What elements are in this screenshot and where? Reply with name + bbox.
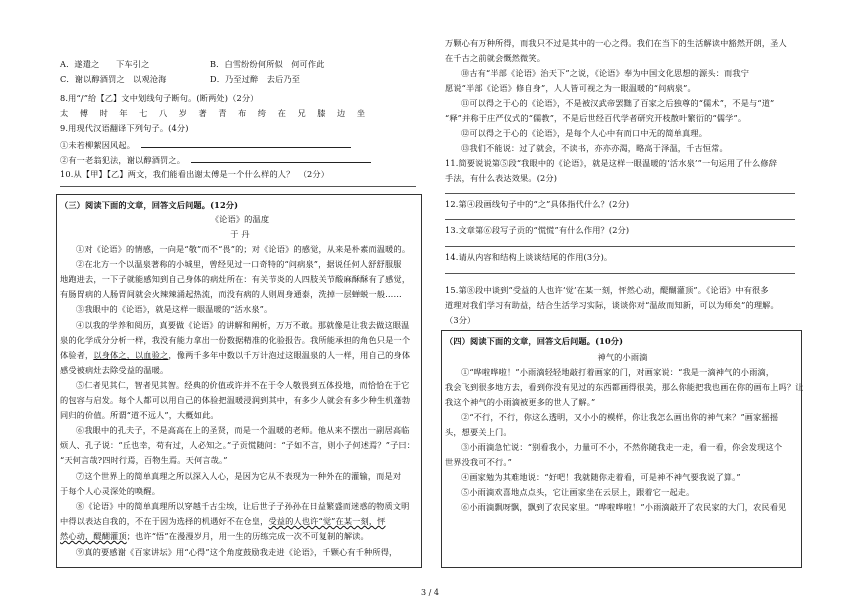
paragraph-2-line-3: 有肠胃病的人肠胃间就会火辣辣涌起热流，而没有病的人则周身通泰，洗掉一层蝉蜕一般…… [60,289,402,299]
story-paragraph-4: ④画家勉为其难地说：“好吧！我就随你走着看，可是神不神气要我说了算。” [461,472,741,482]
answer-line[interactable] [445,246,795,247]
paragraph-10-line-1: ⑩古有“半部《论语》治天下”之说，《论语》奉为中国文化思想的源头：而我宁 [461,68,750,78]
continued-line-2: 在千古之前就会慨然微笑。 [445,53,546,63]
paragraph-7-line-2: 于每个人心灵深处的唤醒。 [60,486,161,496]
paragraph-11-line-1: ⑪可以得之于心的《论语》，不是被汉武帝罢黜了百家之后独尊的“儒术”，不是与“道” [461,98,775,108]
question-9: 9.用现代汉语翻译下列句子。(4分) [60,123,189,133]
article-author: 于 丹 [230,229,250,239]
paragraph-6-line-2: 烦人、孔子说：“丘也幸，苟有过，人必知之。”子贡慌随问：“子如不言，则小子何述焉？”子曰： [60,440,416,450]
question-12: 12.第④段画线句子中的“之”具体指代什么？(2分) [445,199,630,209]
story-paragraph-2-line-1: ②“不行，不行，你这么透明，又小小的模样，你让我怎么画出你的神气来？”画家摇摇 [461,412,779,422]
paragraph-12: ⑫可以得之于心的《论语》，是每个人心中有而口中无的简单真理。 [461,128,708,138]
paragraph-4-line-3 [60,350,410,361]
answer-line[interactable] [445,219,795,220]
story-paragraph-1-line-2: 我会飞到很多地方去，看到你没有见过的东西都画得很美，那么你能把我也画在你的画布上吗？让 [445,382,804,392]
paragraph-10-line-2: 愿说“半部《论语》修自身”，人人皆可视之为一眼温暖的“问病泉”。 [445,83,696,93]
paragraph-4-line-1: ④以我的学养和阅历，真要做《论语》的讲解和阐析，万万不敢。那就像是让我去做这眼温 [76,320,410,330]
q7-option-a: A．遂遣之 下车引之 [60,59,150,69]
section-4-heading: （四）阅读下面的文章，回答文后问题。(10分) [445,336,624,346]
paragraph-2-line-1: ②在北方一个以温泉著称的小城里，曾经见过一口奇特的“问病泉”，据说任何人舒舒服服 [76,259,402,269]
question-15-line-1: 15.第⑧段中谈到“受益的人也许‘觉’在某一刻，怦然心动，醍醐灌顶”。《论语》中有很多 [445,285,769,295]
paragraph-4-line-2: 泉的化学成分分析一样，我没有能力拿出一份数据精准的化验报告。我所能承担的角色只是一个 [60,335,411,345]
answer-line[interactable] [60,186,416,187]
story-paragraph-2-line-2: 头，想要关上门。 [445,427,512,437]
p8-text: ；也许“悟”在漫漫岁月，用一生的历练完成一次不可复制的解读。 [126,531,369,541]
article-title: 《论语》的温度 [210,214,270,224]
story-paragraph-3-line-1: ③小雨滴急忙说：“别看我小，力量可不小，不然你随我走一走，看一看，你会发现这个 [461,442,783,452]
question-14: 14.请从内容和结构上谈谈结尾的作用(3分)。 [445,252,613,262]
paragraph-8-line-1: ⑧《论语》中的简单真理所以穿越千古尘埃，让后世子子孙孙在日益繁盛而迷惑的物质文明 [76,501,410,511]
story-paragraph-1-line-3: 我这个神气的小雨滴被更多的世人了解。” [445,397,596,407]
q9-item-2-text: ②有一老翁犯法，谢以醇酒罚之。 [60,155,186,165]
paragraph-13: ⑬我们不能说：过了就会，不读书，亦亦亦渴，略高于泽温，千古恒常。 [461,143,728,153]
paragraph-11-line-2: “释”并称于庄严仪式的“儒教”，不是后世经百代学者研究开枝散叶繁衍的“儒学”。 [445,113,747,123]
question-15-line-3: （3分） [445,315,476,325]
underlined-sentence: 以身体之，以血验之 [93,350,169,360]
paragraph-9: ⑨真的要感谢《百家讲坛》用“心得”这个角度鼓励我走进《论语》，千颗心有千种所得， [76,547,398,557]
paragraph-6-line-3: “天何言哉?四时行焉，百物生焉。天何言哉。” [60,455,228,465]
answer-line[interactable] [445,193,795,194]
story-paragraph-1-line-1: ①“哗啦哗啦！”小雨滴轻轻地敲打着画家的门，对画家说：“我是一滴神气的小雨滴， [461,367,775,377]
question-8: 8.用“/”给【乙】文中划线句子断句。(断两处)（2分） [60,93,259,103]
paragraph-5-line-2: 的包容与启发。每个人都可以用自己的体验把温暖浸润到其中，有多少人就会有多少种生机蓬勃 [60,395,411,405]
page-number: 3 / 4 [421,588,439,597]
question-15-line-2: 道理对我们学习有助益，结合生活学习实际，谈谈你对“温故而知新，可以为师矣”的理解。 [445,300,779,310]
paragraph-1: ①对《论语》的情感，一向是“敬”而不“畏”的；对《论语》的感觉，从来是朴素而温暖的。 [76,244,411,254]
q7-option-b: B．白雪纷纷何所似 何可作此 [210,59,325,69]
q7-option-d: D．乃至过醉 去后乃至 [210,74,301,84]
q9-item-2 [60,154,371,166]
p8-text: 中得以表达自我的，不在于因为选择的机遇好不在仓皇， [60,516,269,526]
story-paragraph-6: ⑥小雨滴飘呀飘，飘到了农民家里。“哗啦哗啦！”小雨滴敲开了农民家的大门，农民看见 [461,502,787,512]
answer-blank[interactable] [141,139,351,148]
q8-sentence: 太 傅 时 年 七 八 岁 著 青 布 绔 在 兄 膝 边 坐 [60,108,370,118]
question-10: 10.从【甲】【乙】两文，我们能看出谢太傅是一个什么样的人？ （2分） [60,169,330,179]
q9-item-1-text: ①未若柳絮因风起。 [60,140,136,150]
paragraph-2-line-2: 地跑进去，一下子就能感知到自己身体的病灶所在：有关节炎的人四肢关节酸麻酥酥有了感觉， [60,274,411,284]
question-11-line-2: 手法，有什么表达效果。(2分) [445,173,558,183]
question-13: 13.文章第⑥段写子贡的“慌慌”有什么作用？(2分) [445,225,630,235]
wavy-underlined-text: 受益的人也许“觉”在某一刻，怦 [268,516,386,526]
paragraph-8-line-2 [60,516,386,527]
section-3-heading: （三）阅读下面的文章，回答文后问题。(12分) [60,200,239,210]
paragraph-8-line-3 [60,531,369,542]
question-11-line-1: 11.简要说说第⑤段“我眼中的《论语》，就是这样一眼温暖的‘活水泉’”一句运用了什么修辞 [445,158,778,168]
q9-item-1 [60,139,351,151]
answer-line[interactable] [445,273,795,274]
p4-text: ，像两千多年中数以千万计泡过这眼温泉的人一样，用自己的身体 [168,350,411,360]
story-title: 神气的小雨滴 [597,352,648,362]
q7-option-c: C．谢以醇酒罚之 以观沧海 [60,74,167,84]
continued-line-1: 万颗心有万种所得，而我只不过是其中的一心之得。我们在当下的生活解读中豁然开朗，圣人 [445,38,787,48]
wavy-underlined-text: 然心动，醍醐灌顶 [60,531,127,541]
paragraph-7-line-1: ⑦这个世界上的简单真理之所以深入人心，是因为它从不表现为一种外在的灌输，而是对 [76,471,402,481]
answer-blank[interactable] [191,154,371,163]
story-paragraph-3-line-2: 世界没我可不行。” [445,457,512,467]
paragraph-3: ③我眼中的《论语》，就是这样一眼温暖的“活水泉”。 [76,304,273,314]
story-paragraph-5: ⑤小雨滴欢喜地点点头，它让画家坐在云层上，跟着它一起走。 [461,487,695,497]
paragraph-5-line-3: 同归的价值。所谓“道不远人”，大概如此。 [60,410,219,420]
paragraph-6-line-1: ⑥我眼中的孔夫子，不是高高在上的圣贤，而是一个温暖的老师。他从来不摆出一副居高临 [76,425,410,435]
paragraph-4-line-4: 感受被病灶去除受益的温暖。 [60,365,169,375]
p4-text: 体验者， [60,350,94,360]
paragraph-5-line-1: ⑤仁者见其仁，智者见其智。经典的价值或许并不在于令人敬畏到五体投地，而恰恰在于它 [76,380,410,390]
